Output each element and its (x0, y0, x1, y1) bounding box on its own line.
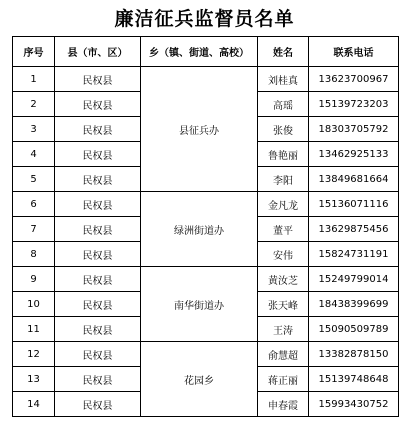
row-phone: 13629875456 (309, 217, 399, 242)
row-index: 6 (13, 192, 55, 217)
row-county: 民权县 (55, 67, 141, 92)
row-index: 3 (13, 117, 55, 142)
row-name: 安伟 (258, 242, 309, 267)
row-index: 12 (13, 342, 55, 367)
row-county: 民权县 (55, 142, 141, 167)
row-county: 民权县 (55, 317, 141, 342)
row-name: 高瑶 (258, 92, 309, 117)
table-row (13, 192, 399, 217)
table-row (13, 342, 399, 367)
row-name: 刘桂真 (258, 67, 309, 92)
row-index: 1 (13, 67, 55, 92)
row-phone: 13849681664 (309, 167, 399, 192)
header-township: 乡（镇、街道、高校） (141, 37, 258, 67)
table-body (13, 67, 399, 417)
header-county: 县（市、区） (55, 37, 141, 67)
row-index: 5 (13, 167, 55, 192)
row-phone: 18438399699 (309, 292, 399, 317)
page-title: 廉洁征兵监督员名单 (114, 8, 295, 30)
row-township-office: 绿洲街道办 (141, 192, 258, 267)
row-name: 李阳 (258, 167, 309, 192)
row-name: 金凡龙 (258, 192, 309, 217)
row-phone: 13623700967 (309, 67, 399, 92)
row-township-office: 花园乡 (141, 342, 258, 417)
row-phone: 15993430752 (309, 392, 399, 417)
row-county: 民权县 (55, 267, 141, 292)
row-phone: 13382878150 (309, 342, 399, 367)
row-county: 民权县 (55, 292, 141, 317)
header-name: 姓名 (258, 37, 309, 67)
row-index: 4 (13, 142, 55, 167)
table-row (13, 67, 399, 92)
row-name: 俞慧超 (258, 342, 309, 367)
row-phone: 15139723203 (309, 92, 399, 117)
row-index: 8 (13, 242, 55, 267)
row-index: 14 (13, 392, 55, 417)
table-header-row (13, 37, 399, 67)
row-county: 民权县 (55, 117, 141, 142)
row-phone: 15249799014 (309, 267, 399, 292)
row-name: 董平 (258, 217, 309, 242)
row-county: 民权县 (55, 92, 141, 117)
row-index: 13 (13, 367, 55, 392)
row-phone: 13462925133 (309, 142, 399, 167)
row-name: 张俊 (258, 117, 309, 142)
row-index: 2 (13, 92, 55, 117)
row-index: 10 (13, 292, 55, 317)
supervisor-table (12, 36, 399, 417)
row-name: 王涛 (258, 317, 309, 342)
row-township-office: 南华街道办 (141, 267, 258, 342)
table-row (13, 267, 399, 292)
row-phone: 18303705792 (309, 117, 399, 142)
row-county: 民权县 (55, 342, 141, 367)
row-township-office: 县征兵办 (141, 67, 258, 192)
row-index: 11 (13, 317, 55, 342)
row-index: 7 (13, 217, 55, 242)
row-county: 民权县 (55, 217, 141, 242)
row-name: 申春霞 (258, 392, 309, 417)
row-county: 民权县 (55, 192, 141, 217)
row-phone: 15090509789 (309, 317, 399, 342)
row-name: 蒋正丽 (258, 367, 309, 392)
row-name: 黄汝芝 (258, 267, 309, 292)
row-phone: 15824731191 (309, 242, 399, 267)
header-phone: 联系电话 (309, 37, 399, 67)
row-phone: 15136071116 (309, 192, 399, 217)
row-phone: 15139748648 (309, 367, 399, 392)
header-index: 序号 (13, 37, 55, 67)
row-index: 9 (13, 267, 55, 292)
row-county: 民权县 (55, 167, 141, 192)
row-county: 民权县 (55, 242, 141, 267)
row-county: 民权县 (55, 392, 141, 417)
row-name: 张天峰 (258, 292, 309, 317)
row-name: 鲁艳丽 (258, 142, 309, 167)
row-county: 民权县 (55, 367, 141, 392)
